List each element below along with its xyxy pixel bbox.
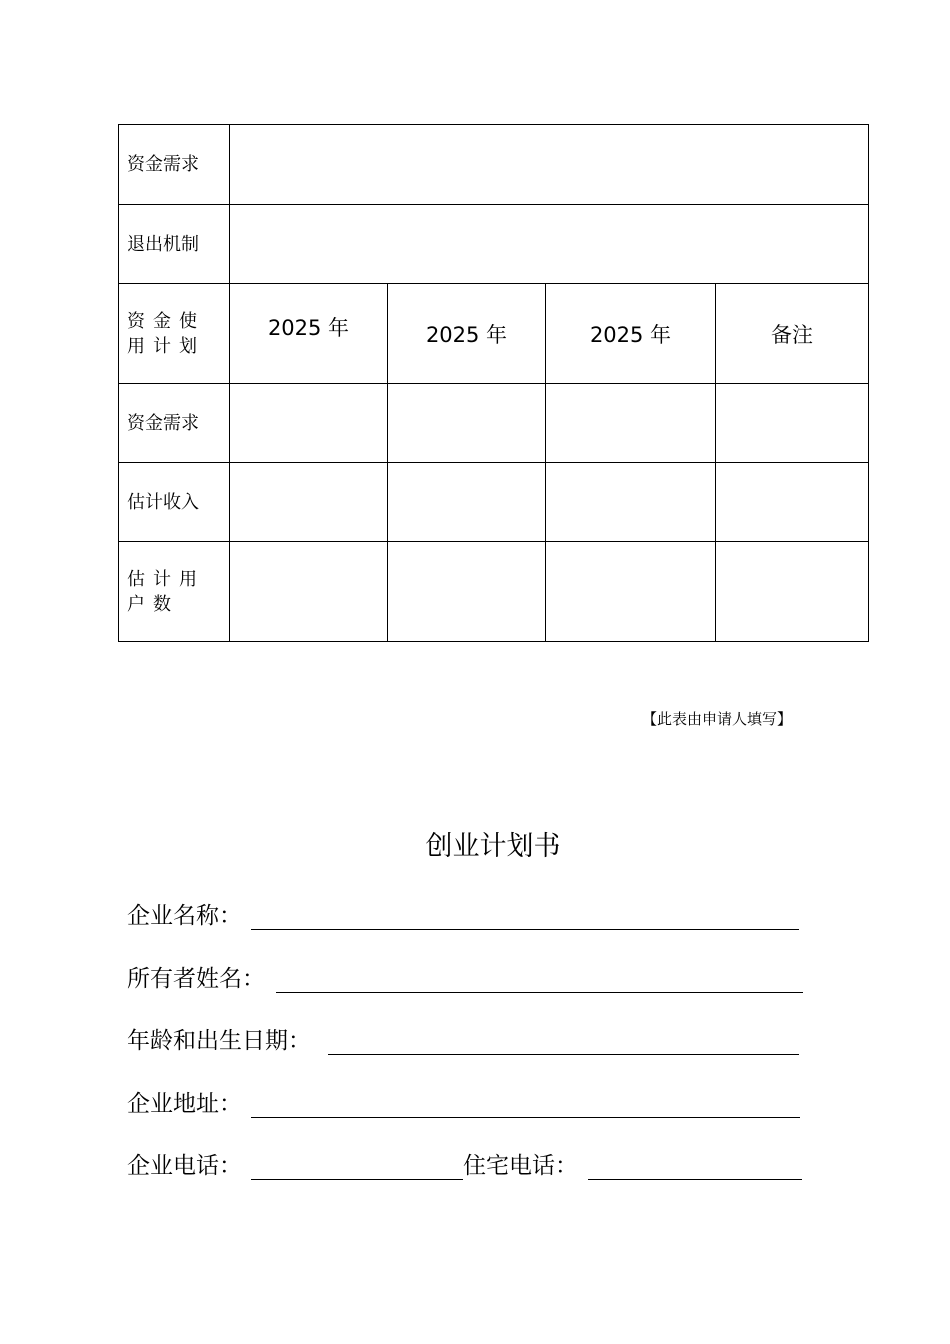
funding-table: [118, 124, 869, 642]
table-cell[interactable]: [716, 384, 869, 463]
applicant-fill-note: 【此表由申请人填写】: [641, 710, 792, 728]
company-address-label: 企业地址：: [127, 1091, 242, 1117]
row-label-estimated-income: 估计收入: [119, 463, 230, 542]
table-row: [119, 542, 869, 642]
row-label-exit-mechanism: 退出机制: [119, 205, 230, 284]
owner-name-line[interactable]: [276, 992, 803, 993]
table-cell[interactable]: [230, 542, 388, 642]
business-plan-title: 创业计划书: [425, 831, 561, 862]
company-address-line[interactable]: [251, 1117, 800, 1118]
age-dob-line[interactable]: [328, 1054, 799, 1055]
year-header-2: 2025 年: [388, 284, 546, 384]
remark-header: 备注: [716, 284, 869, 384]
table-cell[interactable]: [388, 542, 546, 642]
table-row: [119, 384, 869, 463]
table-row: [119, 463, 869, 542]
table-cell[interactable]: [546, 463, 716, 542]
home-phone-label: 住宅电话：: [463, 1153, 578, 1179]
table-cell[interactable]: [546, 542, 716, 642]
table-row: [119, 205, 869, 284]
company-name-field: [127, 896, 799, 936]
table-cell[interactable]: [546, 384, 716, 463]
table-cell[interactable]: [230, 463, 388, 542]
exit-mechanism-cell[interactable]: [230, 205, 869, 284]
table-row: [119, 284, 869, 384]
owner-name-label: 所有者姓名：: [127, 966, 265, 992]
table-cell[interactable]: [388, 384, 546, 463]
row-label-estimated-users: 估计用户数: [119, 542, 230, 642]
table-row: [119, 125, 869, 205]
table-cell[interactable]: [230, 384, 388, 463]
year-header-1: 2025 年: [230, 284, 388, 384]
company-name-label: 企业名称：: [127, 903, 242, 929]
age-dob-field: [127, 1021, 799, 1061]
year-header-3: 2025 年: [546, 284, 716, 384]
table-cell[interactable]: [716, 463, 869, 542]
home-phone-line[interactable]: [588, 1179, 802, 1180]
company-phone-label: 企业电话：: [127, 1153, 242, 1179]
company-address-field: [127, 1084, 800, 1124]
table-cell[interactable]: [716, 542, 869, 642]
row-label-funding-need: 资金需求: [119, 125, 230, 205]
company-name-line[interactable]: [251, 929, 799, 930]
age-dob-label: 年龄和出生日期：: [127, 1028, 311, 1054]
table-cell[interactable]: [388, 463, 546, 542]
company-phone-line[interactable]: [251, 1179, 463, 1180]
row-label-fund-usage-plan: 资金使用计划: [119, 284, 230, 384]
row-label-funding-need-2: 资金需求: [119, 384, 230, 463]
funding-need-cell[interactable]: [230, 125, 869, 205]
owner-name-field: [127, 959, 803, 999]
phone-field: [127, 1146, 802, 1186]
